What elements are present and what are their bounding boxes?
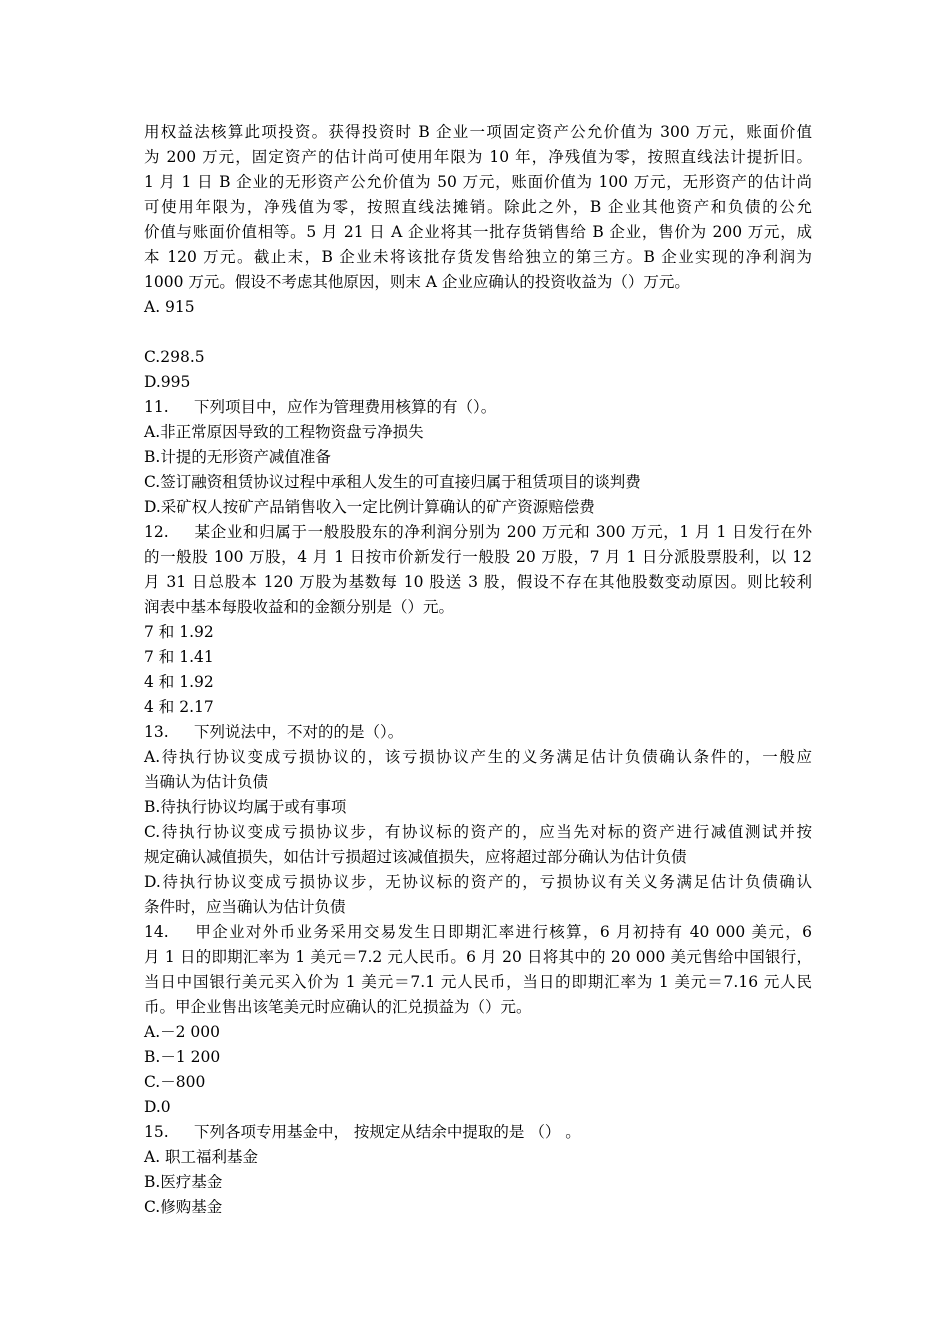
text-line: 润表中基本每股收益和的金额分别是（）元。 (144, 598, 455, 616)
option-b: B.计提的无形资产减值准备 (144, 448, 331, 466)
text-line: 当日中国银行美元买入价为 1 美元＝7.1 元人民币，当日的即期汇率为 1 美元＝7.16 元人民 (144, 973, 812, 991)
document-body (144, 120, 812, 1220)
option: 7 和 1.92 (144, 623, 214, 641)
question-stem: 下列各项专用基金中， 按规定从结余中提取的是 （） 。 (194, 1123, 581, 1141)
question-number: 15. (144, 1123, 169, 1141)
option-d: D.采矿权人按矿产品销售收入一定比例计算确认的矿产资源赔偿费 (144, 498, 595, 516)
option-c: C.－800 (144, 1073, 206, 1091)
text-line: 为 200 万元，固定资产的估计尚可使用年限为 10 年，净残值为零，按照直线法计提折旧。 (144, 148, 812, 166)
option-d: D.995 (144, 373, 191, 391)
option-d: D.待执行协议变成亏损协议步，无协议标的资产的，亏损协议有关义务满足估计负债确认 (144, 873, 812, 891)
option-b: B.待执行协议均属于或有事项 (144, 798, 347, 816)
option-c: C.签订融资租赁协议过程中承租人发生的可直接归属于租赁项目的谈判费 (144, 473, 641, 491)
text-line: 当确认为估计负债 (144, 773, 269, 791)
option: 4 和 1.92 (144, 673, 214, 691)
question-stem: 甲企业对外币业务采用交易发生日即期汇率进行核算，6 月初持有 40 000 美元，6 (194, 923, 812, 941)
option-c: C.298.5 (144, 348, 205, 366)
option-b: B.－1 200 (144, 1048, 221, 1066)
question-number: 14. (144, 923, 169, 941)
option-a: A. 915 (144, 298, 195, 316)
question-stem: 下列说法中，不对的的是（）。 (194, 723, 404, 741)
option-a: A.－2 000 (144, 1023, 220, 1041)
question-14 (144, 920, 812, 945)
text-line: 用权益法核算此项投资。获得投资时 B 企业一项固定资产公允价值为 300 万元，账面价值 (144, 123, 812, 141)
option: 7 和 1.41 (144, 648, 214, 666)
option-a: A.待执行协议变成亏损协议的，该亏损协议产生的义务满足估计负债确认条件的，一般应 (144, 748, 812, 766)
question-15 (144, 1120, 812, 1145)
option: 4 和 2.17 (144, 698, 214, 716)
blank-line (144, 320, 812, 345)
option-d: D.0 (144, 1098, 171, 1116)
text-line: 1000 万元。假设不考虑其他原因，则末 A 企业应确认的投资收益为（）万元。 (144, 273, 690, 291)
text-line: 价值与账面价值相等。5 月 21 日 A 企业将其一批存货销售给 B 企业，售价为 200 万元，成 (144, 223, 812, 241)
question-13 (144, 720, 812, 745)
question-12 (144, 520, 812, 545)
text-line: 可使用年限为，净残值为零，按照直线法摊销。除此之外，B 企业其他资产和负债的公允 (144, 198, 812, 216)
text-line: 本 120 万元。截止末，B 企业未将该批存货发售给独立的第三方。B 企业实现的净利润为 (144, 248, 812, 266)
option-a: A.非正常原因导致的工程物资盘亏净损失 (144, 423, 424, 441)
text-line: 的一般股 100 万股，4 月 1 日按市价新发行一般股 20 万股，7 月 1 日分派股票股利，以 12 (144, 548, 812, 566)
question-stem: 下列项目中，应作为管理费用核算的有（）。 (194, 398, 497, 416)
question-11 (144, 395, 812, 420)
text-line: 条件时，应当确认为估计负债 (144, 898, 346, 916)
option-b: B.医疗基金 (144, 1173, 223, 1191)
option-c: C.修购基金 (144, 1198, 223, 1216)
text-line: 1 月 1 日 B 企业的无形资产公允价值为 50 万元，账面价值为 100 万元，无形资产的估计尚 (144, 173, 812, 191)
question-number: 11. (144, 398, 169, 416)
text-line: 币。甲企业售出该笔美元时应确认的汇兑损益为（）元。 (144, 998, 532, 1016)
option-a: A. 职工福利基金 (144, 1148, 259, 1166)
question-stem: 某企业和归属于一般股股东的净利润分别为 200 万元和 300 万元，1 月 1 日发行在外 (194, 523, 812, 541)
text-line: 月 31 日总股本 120 万股为基数每 10 股送 3 股，假设不存在其他股数变动原因。则比较利 (144, 573, 812, 591)
text-line: 月 1 日的即期汇率为 1 美元＝7.2 元人民币。6 月 20 日将其中的 20 000 美元售给中国银行， (144, 948, 812, 966)
question-number: 13. (144, 723, 169, 741)
option-c: C.待执行协议变成亏损协议步，有协议标的资产的，应当先对标的资产进行减值测试并按 (144, 823, 812, 841)
text-line: 规定确认减值损失，如估计亏损超过该减值损失，应将超过部分确认为估计负债 (144, 848, 687, 866)
question-number: 12. (144, 523, 169, 541)
